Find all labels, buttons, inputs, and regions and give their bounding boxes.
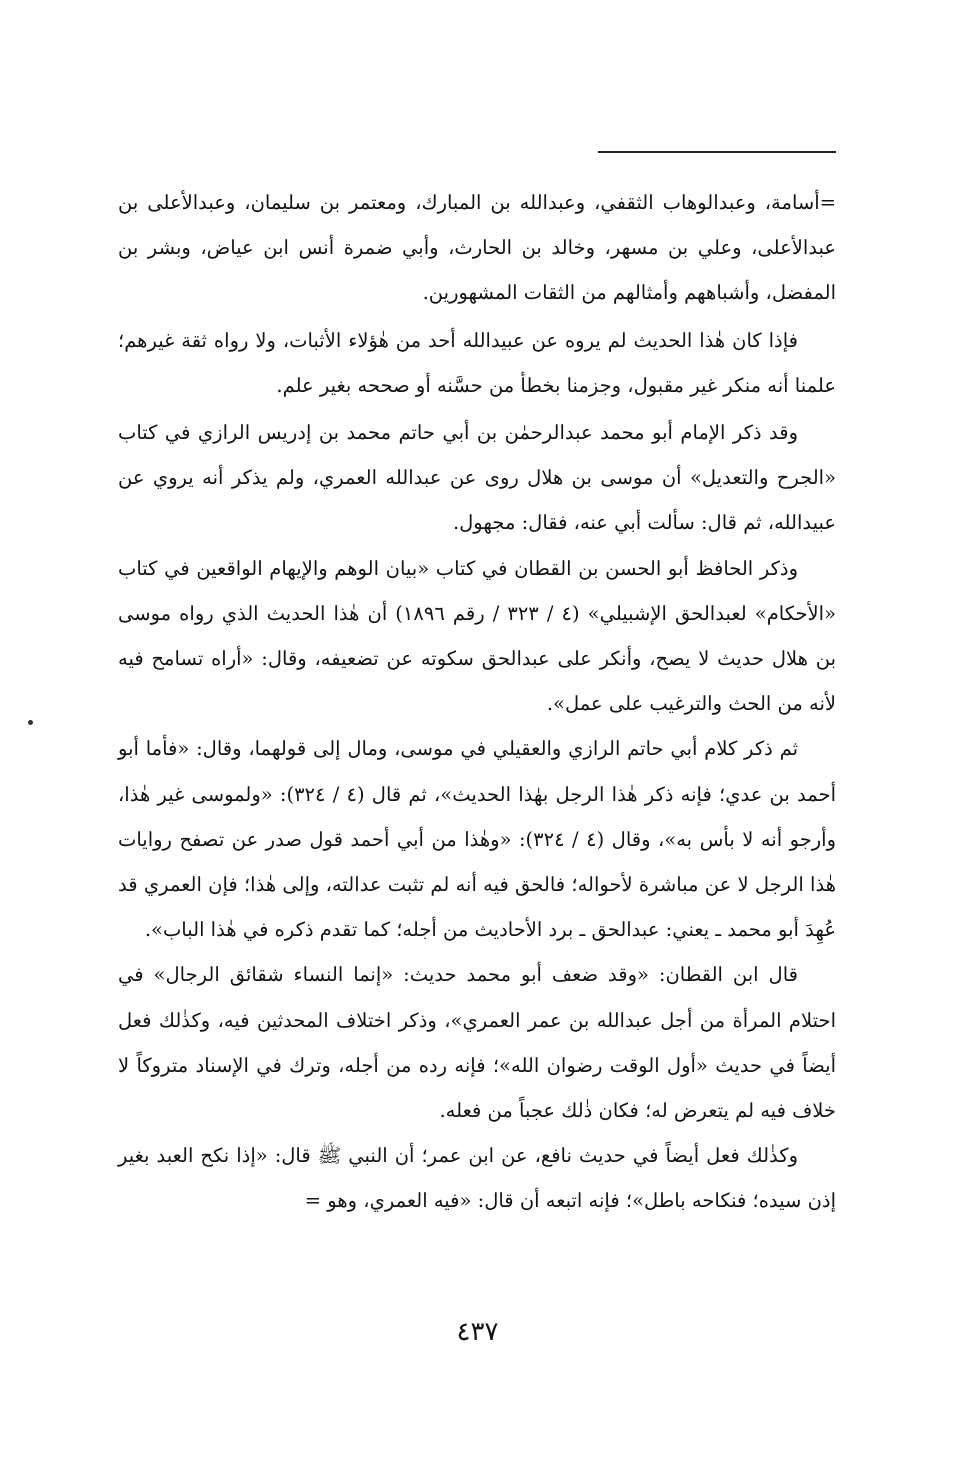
paragraph: وكذٰلك فعل أيضاً في حديث نافع، عن ابن عمر؛ أن النبي ﷺ قال: «إذا نكح العبد بغير إذن سيده؛ فنكاحه باطل»؛ فإنه اتبعه أن قال: «فيه العمري، وهو = bbox=[118, 1144, 836, 1213]
margin-mark bbox=[28, 720, 33, 725]
footnote-body bbox=[118, 180, 836, 1224]
paragraph: فإذا كان هٰذا الحديث لم يروه عن عبيدالله أحد من هٰؤلاء الأثبات، ولا رواه ثقة غيرهم؛ علمنا أنه منكر غير مقبول، وجزمنا بخطأ من حسَّنه أو صححه بغير علم. bbox=[118, 328, 836, 397]
paragraph: وذكر الحافظ أبو الحسن بن القطان في كتاب «بيان الوهم والإيهام الواقعين في كتاب «الأحكام» لعبدالحق الإشبيلي» (٤ / ٣٢٣ / رقم ١٨٩٦) أن هٰذا الحديث الذي رواه موسى بن هلال حديث لا يصح، وأنكر على عبدالحق سكوته عن تضعيفه، وقال: «أراه تسامح فيه لأنه من الحث والترغيب على عمل». bbox=[118, 556, 836, 716]
page-number: ٤٣٧ bbox=[456, 1317, 499, 1347]
footnote-separator bbox=[598, 151, 836, 153]
paragraph: قال ابن القطان: «وقد ضعف أبو محمد حديث: «إنما النساء شقائق الرجال» في احتلام المرأة من أجل عبدالله بن عمر العمري»، وذكر اختلاف المحدثين فيه، وكذٰلك فعل أيضاً في حديث «أول الوقت رضوان الله»؛ فإنه رده من أجله، وترك في الإسناد متروكاً لا خلاف فيه لم يتعرض له؛ فكان ذٰلك عجباً من فعله. bbox=[118, 963, 836, 1123]
paragraph-continuation: =أسامة، وعبدالوهاب الثقفي، وعبدالله بن المبارك، ومعتمر بن سليمان، وعبدالأعلى بن عبدالأعلى، وعلي بن مسهر، وخالد بن الحارث، وأبي ضمرة أنس ابن عياض، وبشر بن المفضل، وأشباههم وأمثالهم من الثقات المشهورين. bbox=[118, 191, 836, 305]
paragraph: ثم ذكر كلام أبي حاتم الرازي والعقيلي في موسى، ومال إلى قولهما، وقال: «فأما أبو أحمد بن عدي؛ فإنه ذكر هٰذا الرجل بهٰذا الحديث»، ثم قال (٤ / ٣٢٤): «ولموسى غير هٰذا، وأرجو أنه لا بأس به»، وقال (٤ / ٣٢٤): «وهٰذا من أبي أحمد قول صدر عن تصفح روايات هٰذا الرجل لا عن مباشرة لأحواله؛ فالحق فيه أنه لم تثبت عدالته، وإلى هٰذا؛ فإن العمري قد عُهِدَ أبو محمد ـ يعني: عبدالحق ـ برد الأحاديث من أجله؛ كما تقدم ذكره في هٰذا الباب». bbox=[118, 737, 836, 942]
paragraph: وقد ذكر الإمام أبو محمد عبدالرحمٰن بن أبي حاتم محمد بن إدريس الرازي في كتاب «الجرح والتعديل» أن موسى بن هلال روى عن عبدالله العمري، ولم يذكر أنه يروي عن عبيدالله، ثم قال: سألت أبي عنه، فقال: مجهول. bbox=[118, 421, 836, 535]
